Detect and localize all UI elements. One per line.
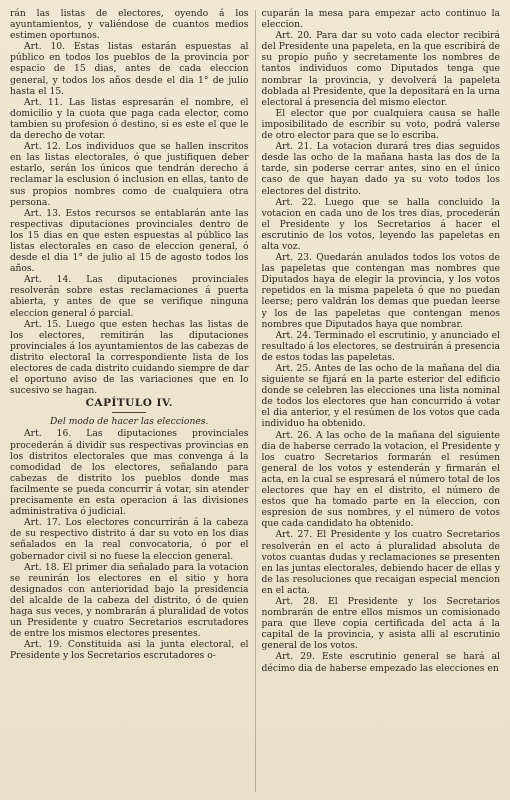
article-15: Art. 15. Luego que esten hechas las listas de los electores, remitirán las diputaciones provinciales á los ayuntamientos de las cabezas de distrito electoral la correspondiente lista de los electores de cada distrito cuidando siempre de dar el oportuno aviso de las variaciones que en lo sucesivo se hagan. bbox=[10, 318, 249, 397]
article-28: Art. 28. El Presidente y los Secretarios nombrarán de entre ellos mismos un comisionado para que lleve copia certificada del acta á la capital de la provincia, y asista alli al escrutinio general de los votos. bbox=[261, 595, 500, 652]
article-19: Art. 19. Constituida asi la junta electoral, el Presidente y los Secretarios escrutadores o- bbox=[10, 639, 249, 662]
article-18: Art. 18. El primer dia señalado para la votacion se reunirán los electores en el sitio y hora designados con anterioridad bajo la presidencia del alcalde de la cabeza del distrito, ó de quien haga sus veces, y nombrarán á pluralidad de votos un Presidente y cuatro Secretarios escrutadores de entre los mismos electores presentes. bbox=[10, 561, 249, 640]
article-29: Art. 29. Este escrutinio general se hará al décimo dia de haberse empezado las elecciones en bbox=[261, 651, 500, 674]
article-24: Art. 24. Terminado el escrutinio, y anunciado el resultado á los electores, se destruirán á presencia de estos todas las papeletas. bbox=[261, 329, 500, 363]
article-21: Art. 21. La votacion durará tres dias seguidos desde las ocho de la mañana hasta las dos de la tarde, sin poderse cerrar antes, sino en el único caso de que hayan dado ya su voto todos los electores del distrito. bbox=[261, 141, 500, 197]
article-11: Art. 11. Las listas espresarán el nombre, el domicilio y la cuota que paga cada elector, como tambien su profesion ó destino, si es este el que le da derecho de votar. bbox=[10, 96, 249, 142]
right-column bbox=[262, 8, 501, 794]
article-25: Art. 25. Antes de las ocho de la mañana del dia siguiente se fijará en la parte esterior del edificio donde se celebren las elecciones una lista nominal de todos los electores que han concurrido á votar el dia anterior, y el resúmen de los votos que cada individuo ha obtenido. bbox=[261, 363, 500, 430]
paragraph: El elector que por cualquiera causa se halle imposibilitado de escribir su voto, podrá valerse de otro elector para que se lo escriba. bbox=[261, 107, 500, 142]
paragraph: cuparán la mesa para empezar acto continuo la eleccion. bbox=[261, 8, 500, 31]
two-column-layout bbox=[10, 8, 500, 794]
article-26: Art. 26. A las ocho de la mañana del siguiente dia de haberse cerrado la votacion, el Presidente y los cuatro Secretarios formarán el resúmen general de los votos y estenderán y firmarán el acta, en la cual se espresará el número total de los electores que hay en el distrito, el número de estos que ha tomado parte en la eleccion, con espresion de sus nombres, y el número de votos que cada candidato ha obtenido. bbox=[261, 429, 500, 530]
article-27: Art. 27. El Presidente y los cuatro Secretarios resolverán en el acto á pluralidad absoluta de votos cuantas dudas y reclamaciones se presenten en las juntas electorales, debiendo hacer de ellas y de las resoluciones que recaigan especial mencion en el acta. bbox=[261, 529, 500, 596]
article-12: Art. 12. Los individuos que se hallen inscritos en las listas electorales, ó que justifiquen deber estarlo, serán los únicos que tendrán derecho á reclamar la esclusion ó inclusion en ellas, tanto de sus propios nombres como de cualquiera otra persona. bbox=[10, 141, 249, 208]
column-divider bbox=[255, 10, 256, 792]
section-title: Del modo de hacer las elecciones. bbox=[50, 416, 209, 428]
left-column bbox=[10, 8, 249, 794]
article-17: Art. 17. Los electores concurrirán á la cabeza de su respectivo distrito á dar su voto en los dias señalados en la real convocatoria, ó por el gobernador civil si no fuese la eleccion general. bbox=[10, 517, 249, 562]
article-13: Art. 13. Estos recursos se entablarán ante las respectivas diputaciones provinciales dentro de los 15 dias en que esten espuestas al público las listas electorales en caso de eleccion general, ó desde el dia 1° de julio al 15 de agosto todos los años. bbox=[10, 207, 249, 275]
article-16: Art. 16. Las diputaciones provinciales procederán á dividir sus respectivas provincias en los distritos electorales que mas convenga á la comodidad de los electores, señalando para cabezas de distrito los pueblos donde mas facilmente se pueda concurrir á votar, sin atender precisamente en esta operacion á las divisiones administrativa ó judicial. bbox=[10, 428, 249, 518]
article-10: Art. 10. Estas listas estarán espuestas al público en todos los pueblos de la provincia por espacio de 15 dias, antes de cada eleccion general, y todos los años desde el dia 1° de julio hasta el 15. bbox=[10, 41, 249, 97]
article-22: Art. 22. Luego que se halla concluido la votacion en cada uno de los tres dias, procederán el Presidente y los Secretarios á hacer el escrutinio de los votos, leyendo las papeletas en alta voz. bbox=[261, 196, 500, 252]
paragraph: rán las listas de electores, oyendo á los ayuntamientos, y valiéndose de cuantos medios estimen oportunos. bbox=[10, 8, 249, 42]
article-20: Art. 20. Para dar su voto cada elector recibirá del Presidente una papeleta, en la que escribirá de su propio puño y secretamente los nombres de tantos individuos como Diputados tenga que nombrar la provincia, y devolverá la papeleta doblada al Presidente, que la depositará en la urna electoral á presencia del mismo elector. bbox=[261, 30, 500, 108]
article-23: Art. 23. Quedarán anulados todos los votos de las papeletas que contengan mas nombres que Diputados haya de elegir la provincia, y los votos repetidos en la misma papeleta ó que no puedan leerse; pero valdrán los demas que puedan leerse y los de las papeletas que contengan menos nombres que Diputados haya que nombrar. bbox=[261, 252, 500, 330]
chapter-title: CAPÍTULO IV. bbox=[85, 397, 173, 410]
article-14: Art. 14. Las diputaciones provinciales resolverán sobre estas reclamaciones á puerta abierta, y antes de que se verifique ninguna eleccion general ó parcial. bbox=[10, 274, 249, 319]
chapter-rule bbox=[112, 412, 146, 413]
